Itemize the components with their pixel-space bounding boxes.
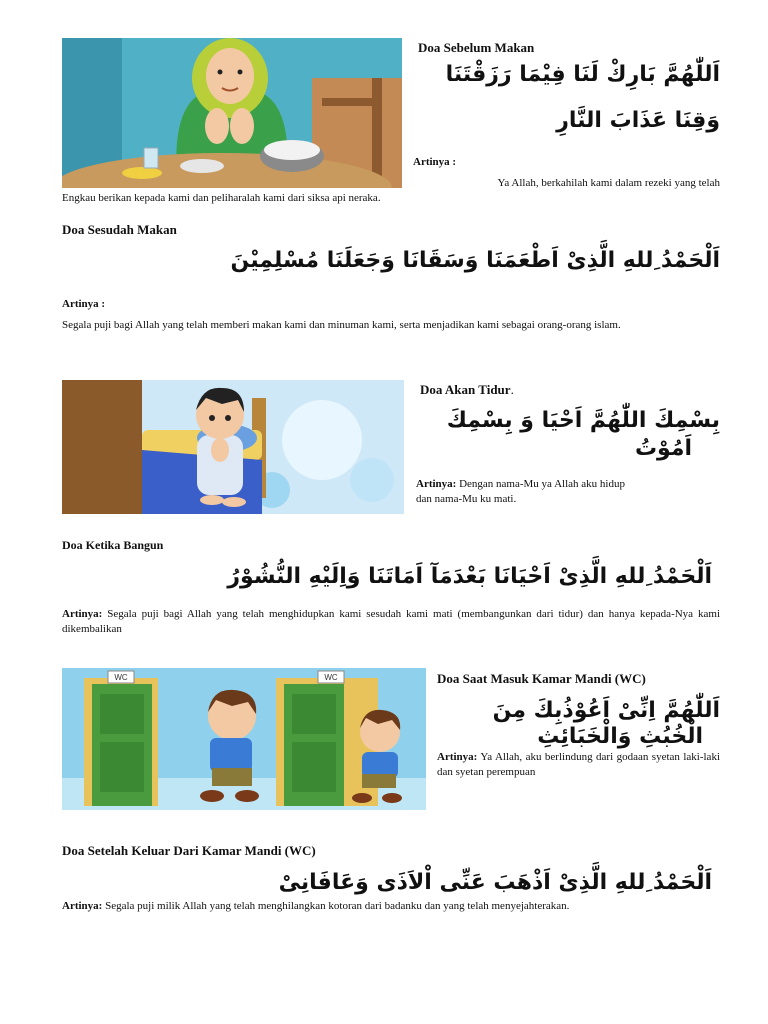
- arabic-prayer-before-eating-line1: اَللّٰهُمَّ بَارِكْ لَنَا فِيْمَا رَزَقْتَنَا: [445, 62, 720, 87]
- eating-illustration: [62, 38, 402, 188]
- meaning-entering-bathroom: [437, 750, 720, 780]
- artinya-label: Artinya:: [416, 478, 457, 490]
- wc-sign-right: WC: [324, 673, 338, 682]
- artinya-label: Artinya:: [437, 751, 478, 763]
- artinya-label: Artinya:: [62, 608, 103, 620]
- section-title-waking-up: Doa Ketika Bangun: [62, 538, 164, 552]
- arabic-prayer-after-eating: اَلْحَمْدُ ِللهِ الَّذِىْ اَطْعَمَنَا وَسَقَانَا وَجَعَلَنَا مُسْلِمِيْنَ: [230, 248, 720, 273]
- meaning-waking-up: [62, 607, 720, 637]
- section-title-before-eating: Doa Sebelum Makan: [418, 40, 535, 55]
- bathroom-illustration: [62, 668, 426, 810]
- meaning-waking-up-text: Segala puji bagi Allah yang telah menghidupkan kami sesudah kami mati (membangunkan dari tidur) dan hanya kepada-Nya kami dikembalikan: [62, 608, 721, 635]
- section-title-before-sleep-text: Doa Akan Tidur: [420, 382, 511, 397]
- meaning-before-sleep-line2: dan nama-Mu ku mati.: [416, 493, 517, 505]
- meaning-after-eating: Segala puji bagi Allah yang telah memberi makan kami dan minuman kami, serta menjadikan kami sebagai orang-orang islam.: [62, 319, 621, 331]
- meaning-before-eating-part2: Engkau berikan kepada kami dan peliharalah kami dari siksa api neraka.: [62, 192, 381, 204]
- wc-sign-left: WC: [114, 673, 128, 682]
- title-period: .: [510, 382, 514, 397]
- arabic-prayer-leaving-bathroom: اَلْحَمْدُ ِللهِ الَّذِىْ اَذْهَبَ عَنِّى اْلاَذَى وَعَافَانِىْ: [278, 870, 712, 895]
- meaning-before-sleep: [416, 477, 720, 507]
- artinya-label: Artinya :: [62, 298, 106, 310]
- meaning-before-sleep-line1: Dengan nama-Mu ya Allah aku hidup: [459, 478, 625, 490]
- meaning-entering-bathroom-text: Ya Allah, aku berlindung dari godaan syetan laki-laki dan syetan perempuan: [437, 751, 720, 778]
- artinya-label: Artinya :: [413, 156, 457, 168]
- artinya-label: Artinya:: [62, 900, 103, 912]
- arabic-prayer-before-sleep-line1: بِسْمِكَ اللّٰهُمَّ اَحْيَا وَ بِسْمِكَ: [446, 408, 720, 433]
- arabic-prayer-entering-bathroom-line2: الْخُبُثِ وَالْخَبَائِثِ: [537, 724, 703, 749]
- section-title-entering-bathroom: Doa Saat Masuk Kamar Mandi (WC): [437, 671, 646, 686]
- section-title-leaving-bathroom: Doa Setelah Keluar Dari Kamar Mandi (WC): [62, 843, 316, 858]
- section-title-after-eating: Doa Sesudah Makan: [62, 222, 177, 237]
- arabic-prayer-entering-bathroom-line1: اَللّٰهُمَّ اِنِّىْ اَعُوْذُبِكَ مِنَ: [492, 698, 720, 723]
- meaning-leaving-bathroom: [62, 899, 720, 914]
- meaning-before-eating-part1: Ya Allah, berkahilah kami dalam rezeki yang telah: [497, 177, 720, 189]
- arabic-prayer-waking-up: اَلْحَمْدُ ِللهِ الَّذِىْ اَحْيَانَا بَعْدَمَآ اَمَاتَنَا وَاِلَيْهِ النُّشُوْرُ: [227, 564, 712, 589]
- arabic-prayer-before-eating-line2: وَقِنَا عَذَابَ النَّارِ: [556, 108, 720, 133]
- arabic-prayer-before-sleep-line2: اَمُوْتُ: [634, 436, 692, 461]
- section-title-before-sleep: [420, 382, 514, 398]
- meaning-leaving-bathroom-text: Segala puji milik Allah yang telah menghilangkan kotoran dari badanku dan yang telah menyejahterakan.: [105, 900, 570, 912]
- sleeping-illustration: [62, 380, 404, 514]
